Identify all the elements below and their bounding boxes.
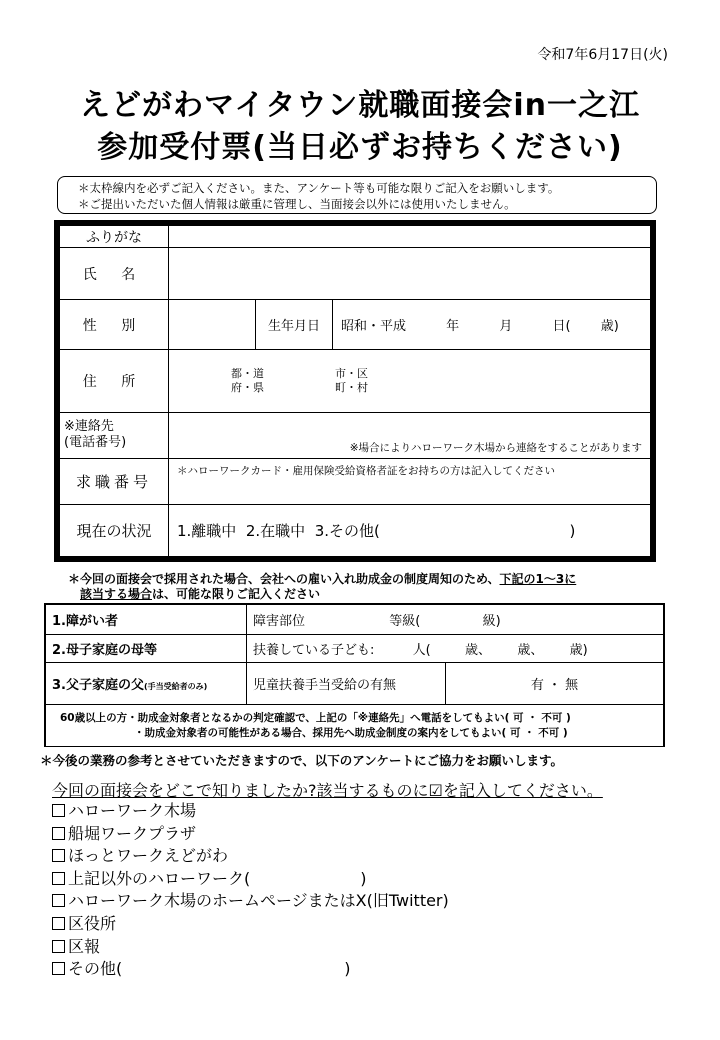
document-date: 令和7年6月17日(火)	[537, 47, 668, 63]
status-options: 1.離職中 2.在職中 3.その他(	[177, 521, 380, 540]
subsidy-note-2: は、可能な限りご記入ください	[152, 587, 321, 601]
subsidy-note-1-underlined: 下記の1～3に	[499, 572, 577, 586]
option-label: その他(	[68, 959, 123, 979]
option-label: ハローワーク木場	[68, 801, 197, 820]
checkbox-icon[interactable]	[52, 804, 65, 817]
prefecture-suffix-2: 府・県	[231, 380, 264, 394]
disability-grade: 等級(	[389, 614, 421, 629]
city-suffix	[335, 367, 368, 395]
prefecture-suffix-1: 都・道	[231, 366, 264, 380]
checkbox-icon[interactable]	[52, 917, 65, 930]
checkbox-icon[interactable]	[52, 962, 65, 975]
checkbox-icon[interactable]	[52, 940, 65, 953]
furigana-label: ふりがな	[60, 226, 169, 248]
notice-line-2: ＊ご提出いただいた個人情報は厳重に管理し、当面接会以外には使用いたしません。	[78, 197, 516, 211]
disability-label: 1.障がい者	[46, 605, 247, 635]
survey-question-text: 今回の面接会をどこで知りましたか?該当するものに☑を記入してください。	[52, 781, 603, 800]
allowance-label: 児童扶養手当受給の有無	[247, 663, 446, 705]
single-father-sub: (手当受給者のみ)	[143, 682, 208, 691]
notice-line-1: ＊太枠線内を必ずご記入ください。また、アンケート等も可能な限りご記入をお願いします。	[78, 181, 560, 195]
subsidy-note-2-underlined: 該当する場合	[80, 587, 153, 601]
option-item[interactable]	[52, 845, 449, 868]
contact-label-2: (電話番号)	[64, 435, 127, 451]
document-title: えどがわマイタウン就職面接会in一之江	[79, 88, 641, 123]
disability-part: 障害部位	[253, 614, 306, 629]
allowance-choice[interactable]: 有 ・ 無	[446, 663, 664, 705]
consent-line-1[interactable]: 60歳以上の方・助成金対象者となるかの判定確認で、上記の「※連絡先」へ電話をしてもよい( 可 ・ 不可 )	[60, 711, 571, 724]
job-number-note: ＊ハローワークカード・雇用保険受給資格者証をお持ちの方は記入してください	[177, 464, 555, 477]
job-number-label: 求職番号	[60, 458, 169, 504]
birth-era: 昭和・平成	[341, 319, 407, 335]
city-suffix-1: 市・区	[335, 366, 368, 380]
children-field[interactable]	[247, 635, 664, 663]
gender-field[interactable]	[169, 300, 256, 350]
option-item[interactable]	[52, 800, 449, 823]
job-number-field[interactable]	[169, 458, 651, 504]
furigana-field[interactable]	[169, 226, 651, 248]
contact-note: ※場合によりハローワーク木場から連絡をすることがあります	[349, 441, 642, 454]
checkbox-icon[interactable]	[52, 849, 65, 862]
survey-intro: ＊今後の業務の参考とさせていただきますので、以下のアンケートにご協力をお願いします。	[40, 753, 564, 768]
birth-month-unit: 月	[499, 319, 513, 335]
city-suffix-2: 町・村	[335, 380, 368, 394]
birth-age-unit: 歳)	[600, 319, 619, 335]
option-label: 船堀ワークプラザ	[68, 823, 197, 843]
subsidy-note-1: ＊今回の面接会で採用された場合、会社への雇い入れ助成金の制度周知のため、	[68, 572, 500, 586]
option-item[interactable]	[52, 936, 449, 959]
subsidy-table	[44, 603, 665, 747]
contact-label	[60, 412, 169, 458]
option-item[interactable]	[52, 913, 449, 936]
notice-box	[57, 176, 657, 214]
contact-label-1: ※連絡先	[64, 419, 114, 435]
single-mother-label: 2.母子家庭の母等	[46, 635, 247, 663]
name-field[interactable]	[169, 248, 651, 300]
disability-field[interactable]	[247, 605, 664, 635]
birthdate-field[interactable]	[333, 300, 651, 350]
option-close: )	[360, 868, 367, 888]
application-form	[54, 220, 656, 562]
option-label: 区役所	[68, 913, 117, 933]
children-age-3: 歳)	[569, 643, 588, 658]
status-close: )	[569, 521, 576, 540]
option-item[interactable]	[52, 868, 449, 891]
children-label: 扶養している子ども:	[253, 643, 375, 658]
children-age-1: 歳、	[465, 643, 492, 658]
children-age-2: 歳、	[517, 643, 544, 658]
option-close: )	[344, 959, 351, 979]
status-field[interactable]	[169, 504, 651, 556]
subsidy-note	[68, 572, 576, 602]
single-father-text: 3.父子家庭の父	[52, 678, 144, 693]
checkbox-icon[interactable]	[52, 827, 65, 840]
birth-day-unit: 日(	[552, 319, 571, 335]
option-item[interactable]	[52, 823, 449, 846]
survey-question	[52, 778, 603, 801]
birth-year-unit: 年	[446, 319, 460, 335]
status-label: 現在の状況	[60, 504, 169, 556]
option-label: ほっとワークえどがわ	[68, 846, 229, 866]
option-item[interactable]	[52, 958, 449, 981]
option-label: 上記以外のハローワーク(	[68, 868, 251, 888]
address-field[interactable]	[169, 350, 651, 412]
option-label: ハローワーク木場のホームページまたはX(旧Twitter)	[68, 891, 449, 911]
prefecture-suffix	[231, 367, 335, 395]
birthdate-label: 生年月日	[256, 300, 333, 350]
contact-field[interactable]	[169, 412, 651, 458]
address-label: 住 所	[60, 350, 169, 412]
gender-label: 性 別	[60, 300, 169, 350]
consent-area	[46, 705, 664, 747]
option-item[interactable]	[52, 890, 449, 913]
option-label: 区報	[68, 936, 101, 956]
survey-options	[52, 800, 449, 981]
checkbox-icon[interactable]	[52, 894, 65, 907]
children-persons: 人(	[412, 643, 431, 658]
document-subtitle: 参加受付票(当日必ずお持ちください)	[97, 130, 623, 165]
consent-line-2[interactable]: ・助成金対象者の可能性がある場合、採用先へ助成金制度の案内をしてもよい( 可 ・ 不可 )	[134, 726, 568, 739]
checkbox-icon[interactable]	[52, 872, 65, 885]
name-label: 氏 名	[60, 248, 169, 300]
single-father-label	[46, 663, 247, 705]
disability-grade-close: 級)	[482, 614, 501, 629]
